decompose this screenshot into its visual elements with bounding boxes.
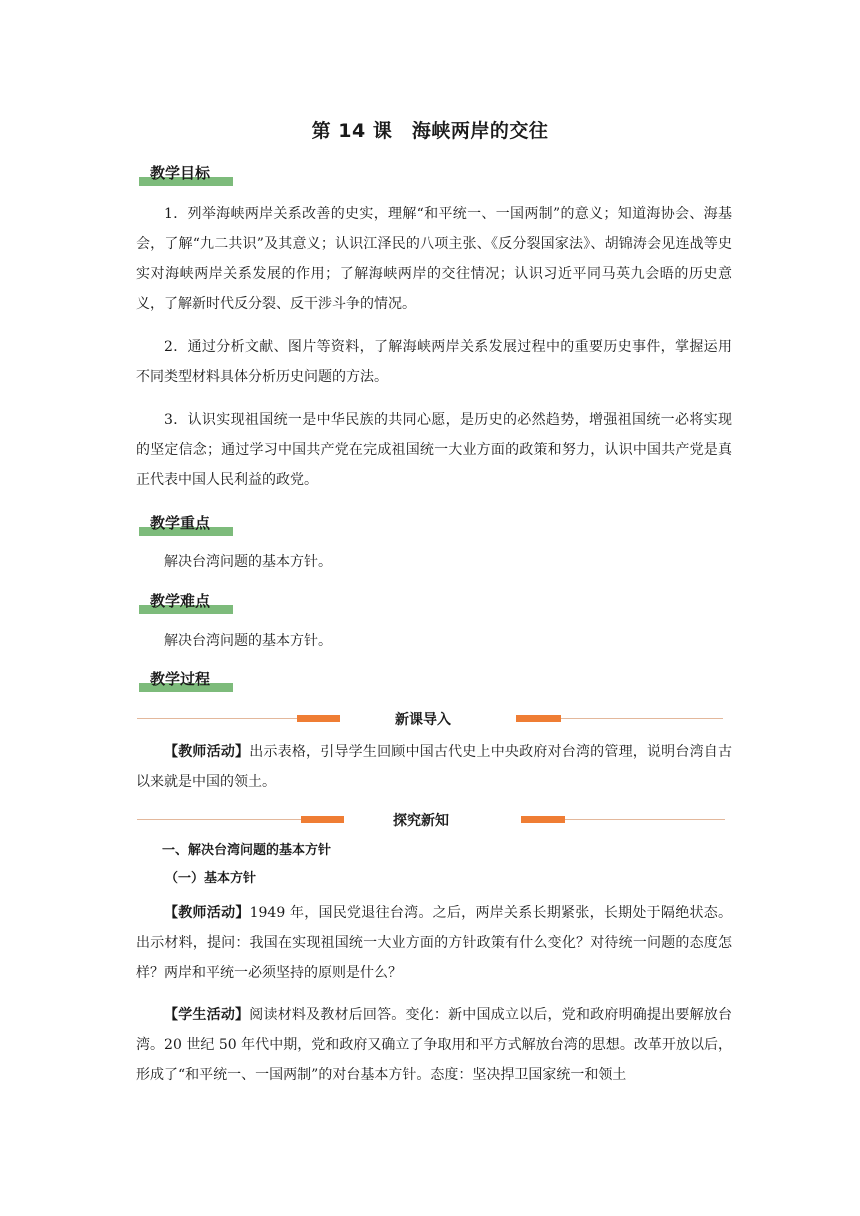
part-heading: 一、解决台湾问题的基本方针 xyxy=(162,843,332,858)
student-activity-text: 阅读材料及教材后回答。变化：新中国成立以后，党和政府明确提出要解放台湾。20 世纪 50 年代中期，党和政府又确立了争取用和平方式解放台湾的思想。改革开放以后，形成了“和平统一、一国两制”的对台基本方针。态度：坚决捍卫国家统一和领土 xyxy=(136,1007,733,1083)
goal-paragraph-3: 3．认识实现祖国统一是中华民族的共同心愿，是历史的必然趋势，增强祖国统一必将实现的坚定信念；通过学习中国共产党在完成祖国统一大业方面的政策和努力，认识中国共产党是真正代表中国人民利益的政党。 xyxy=(136,412,732,488)
subpart-heading: （一）基本方针 xyxy=(165,871,257,886)
intro-paragraph xyxy=(136,737,732,797)
intro-heading: 新课导入 xyxy=(395,712,451,728)
teacher-activity-paragraph xyxy=(136,898,732,988)
intro-divider xyxy=(137,709,723,729)
divider-accent-right xyxy=(521,816,565,823)
section-heading-label: 教学重点 xyxy=(150,514,211,532)
lesson-title: 第 14 课 海峡两岸的交往 xyxy=(311,120,549,142)
intro-text: 出示表格，引导学生回顾中国古代史上中央政府对台湾的管理，说明台湾自古以来就是中国的领土。 xyxy=(136,744,733,790)
difficulty-text: 解决台湾问题的基本方针。 xyxy=(164,633,332,649)
divider-line-left xyxy=(137,718,297,719)
divider-line-right xyxy=(565,819,725,820)
teacher-activity-tag: 【教师活动】 xyxy=(164,744,250,760)
section-heading-label: 教学目标 xyxy=(150,164,211,182)
student-activity-paragraph xyxy=(136,1000,732,1090)
explore-divider xyxy=(137,810,725,830)
goal-paragraph-1: 1．列举海峡两岸关系改善的史实，理解“和平统一、一国两制”的意义；知道海协会、海基会，了解“九二共识”及其意义；认识江泽民的八项主张、《反分裂国家法》、胡锦涛会见连战等史实对海峡两岸关系发展的作用；了解海峡两岸的交往情况；认识习近平同马英九会晤的历史意义，了解新时代反分裂、反干涉斗争的情况。 xyxy=(136,206,732,312)
divider-accent-left xyxy=(297,715,340,722)
divider-accent-left xyxy=(301,816,344,823)
divider-line-right xyxy=(561,718,723,719)
divider-line-left xyxy=(137,819,301,820)
divider-accent-right xyxy=(516,715,561,722)
goal-paragraph-2: 2．通过分析文献、图片等资料，了解海峡两岸关系发展过程中的重要历史事件，掌握运用不同类型材料具体分析历史问题的方法。 xyxy=(136,339,732,385)
teacher-activity-text: 1949 年，国民党退往台湾。之后，两岸关系长期紧张，长期处于隔绝状态。出示材料，提问：我国在实现祖国统一大业方面的方针政策有什么变化？对待统一问题的态度怎样？两岸和平统一必须坚持的原则是什么？ xyxy=(136,905,732,981)
section-heading-label: 教学难点 xyxy=(150,592,211,610)
explore-heading: 探究新知 xyxy=(393,813,449,829)
student-activity-tag: 【学生活动】 xyxy=(164,1007,250,1023)
teacher-activity-tag: 【教师活动】 xyxy=(164,905,250,921)
section-heading-label: 教学过程 xyxy=(150,670,211,688)
focus-text: 解决台湾问题的基本方针。 xyxy=(164,554,332,570)
